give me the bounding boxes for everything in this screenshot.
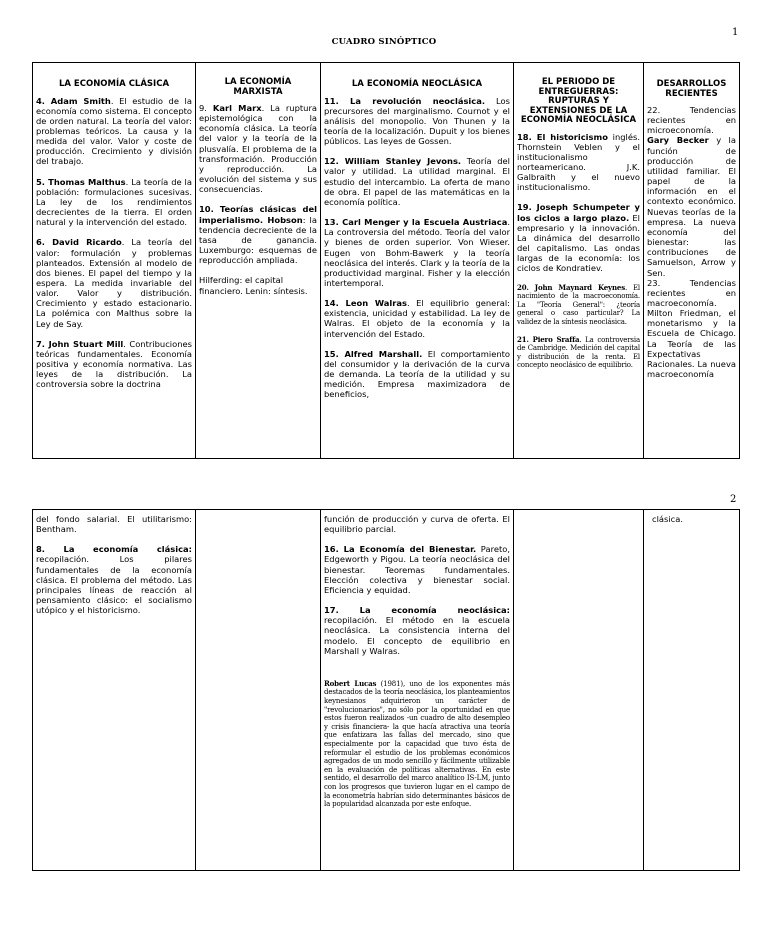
column-interwar	[514, 63, 644, 459]
entry-thomas-malthus: 5. Thomas Malthus. La teoría de la población: formulaciones sucesivas. La ley de los rendimientos decrecientes de la tierra. El orden natural y la intervención del estado.	[36, 176, 192, 228]
column-header: LA ECONOMÍA MARXISTA	[224, 77, 292, 97]
column-marxist-continued	[196, 510, 321, 871]
note-robert-lucas: Robert Lucas (1981), uno de los exponentes más destacados de la teoría neoclásica, los planteamientos keynesianos adquirieron un carácter de "revolucionarios", no sólo por la oportunidad en que estos fueron realizados -un cuadro de alto desempleo y crisis financiera- la que hacía atractiva una teoría que enfatizara las fallas del mercado, sino que especialmente por la capacidad que tuvo ésta de reformular el estudio de los problemas económicos agregados de un modo sencillo y fácilmente utilizable en la evaluación de políticas alternativas. En este sentido, el desarrollo del marco analítico IS-LM, junto con los progresos que tuvieron lugar en el campo de la econometría habrían sido determinantes básicos de la popularidad alcanzada por este enfoque.	[324, 678, 510, 809]
entry-neoclassical-revolution: 11. La revolución neoclásica. Los precursores del marginalismo. Cournot y el análisis del monopolio. Von Thunen y la teoría de la localización. Dupuit y los bienes públicos. Las leyes de Gossen.	[324, 95, 510, 147]
column-neoclassical	[321, 63, 514, 459]
document-title: CUADRO SINÓPTICO	[331, 37, 437, 47]
column-header: LA ECONOMÍA CLÁSICA	[58, 79, 170, 89]
column-recent-continued	[644, 510, 740, 871]
entry-menger: 13. Carl Menger y la Escuela Austriaca. La controversia del método. Teoría del valor y bienes de orden superior. Von Wieser. Eugen von Bohm-Bawerk y la teoría neoclásica del interés. Clark y la teoría de la productividad marginal. Fisher y la elección intertemporal.	[324, 217, 510, 288]
page-number: 1	[732, 27, 739, 38]
entry-marshall-continued: función de producción y curva de oferta. El equilibrio parcial.	[324, 514, 510, 535]
entry-sraffa: 21. Piero Sraffa. La controversia de Cambridge. Medición del capital y distribución de la renta. El concepto neoclásico de equilibrio.	[517, 334, 640, 370]
entry-neoclassical-summary: 17. La economía neoclásica: recopilación. El método en la escuela neoclásica. La consistencia interna del modelo. El concepto de equilibrio en Marshall y Walras.	[324, 605, 510, 656]
entry-jevons: 12. William Stanley Jevons. Teoría del valor y utilidad. La utilidad marginal. El estudio del intercambio. La oferta de mano de obra. El papel de las matemáticas en la economía política.	[324, 156, 510, 207]
synoptic-table-page-2	[32, 509, 740, 871]
entry-keynes: 20. John Maynard Keynes. El nacimiento de la macroeconomía. La "Teoría General": ¿teoría general o caso particular? La validez de la síntesis neoclásica.	[517, 282, 640, 326]
entry-schumpeter: 19. Joseph Schumpeter y los ciclos a largo plazo. El empresario y la innovación. La dinámica del desarrollo del capitalismo. Las ondas largas de la economía: los ciclos de Kondratiev.	[517, 202, 641, 274]
column-header: EL PERIODO DE ENTREGUERRAS: RUPTURAS Y EXTENSIONES DE LA ECONOMÍA NEOCLÁSICA	[520, 77, 637, 125]
column-marxist	[196, 63, 321, 459]
entry-historicism: 18. El historicismo inglés. Thornstein Veblen y el institucionalismo norteamericano. J.K. Galbraith y el nuevo institucionalismo.	[517, 131, 641, 193]
column-classical-continued	[33, 510, 196, 871]
entry-karl-marx: 9. Karl Marx. La ruptura epistemológica con la economía clásica. La teoría del valor y la teoría de la plusvalía. El problema de la transformación. Producción y reproducción. La evolución del sistema y sus consecuencias.	[199, 103, 317, 195]
entry-david-ricardo: 6. David Ricardo. La teoría del valor: formulación y problemas planteados. Extensión al modelo de dos bienes. El papel del tiempo y la espera. La medida invariable del valor. Valor y distribución. Crecimiento y estado estacionario. La polémica con Malthus sobre la Ley de Say.	[36, 237, 192, 329]
column-interwar-continued	[514, 510, 644, 871]
page-number: 2	[730, 494, 737, 505]
entry-imperialism: 10. Teorías clásicas del imperialismo. Hobson: la tendencia decreciente de la tasa de ganancia. Luxemburgo: esquemas de reproducción ampliada.	[199, 204, 317, 266]
entry-macro-continued: clásica.	[652, 514, 684, 524]
column-neoclassical-continued	[321, 510, 514, 871]
entry-macro-trends: 23. Tendencias recientes en macroeconomía. Milton Friedman, el monetarismo y la Escuela de Chicago. La Teoría de las Expectativas Racionales. La nueva macroeconomía	[647, 277, 736, 380]
entry-adam-smith: 4. Adam Smith. El estudio de la economía como sistema. El concepto de orden natural. La teoría del valor: problemas teóricos. La causa y la medida del valor. Valor y coste de producción. Crecimiento y división del trabajo.	[36, 95, 192, 167]
column-recent	[644, 63, 740, 459]
entry-walras: 14. Leon Walras. El equilibrio general: existencia, unicidad y estabilidad. La ley de Walras. El objeto de la economía y la intervención del Estado.	[324, 298, 510, 339]
column-classical	[33, 63, 196, 459]
entry-john-stuart-mill: 7. John Stuart Mill. Contribuciones teóricas fundamentales. Economía positiva y economía normativa. Las leyes de la distribución. La controversia sobre la doctrina	[36, 338, 192, 390]
entry-hilferding: Hilferding: el capital financiero. Lenin: síntesis.	[199, 275, 308, 296]
entry-marshall: 15. Alfred Marshall. El comportamiento del consumidor y la derivación de la curva de demanda. La teoría de la utilidad y su medición. Empresa maximizadora de beneficios,	[324, 348, 510, 400]
column-header: LA ECONOMÍA NEOCLÁSICA	[351, 79, 483, 89]
column-header: DESARROLLOS RECIENTES	[656, 79, 727, 99]
entry-mill-continued: del fondo salarial. El utilitarismo: Bentham.	[36, 514, 192, 535]
entry-classical-summary: 8. La economía clásica: recopilación. Los pilares fundamentales de la economía clásica. El problema del método. Las principales líneas de reacción al pensamiento clásico: el socialismo utópico y el historicismo.	[36, 544, 192, 616]
entry-welfare-economics: 16. La Economía del Bienestar. Pareto, Edgeworth y Pigou. La teoría neoclásica del bienestar. Teoremas fundamentales. Elección colectiva y bienestar social. Eficiencia y equidad.	[324, 544, 510, 595]
entry-micro-trends: 22. Tendencias recientes en microeconomía. Gary Becker y la función de producción de utilidad familiar. El papel de la información en el contexto económico. Nuevas teorías de la empresa. La nueva economía del bienestar: las contribuciones de Samuelson, Arrow y Sen.	[647, 105, 736, 278]
synoptic-table-page-1	[32, 62, 740, 459]
